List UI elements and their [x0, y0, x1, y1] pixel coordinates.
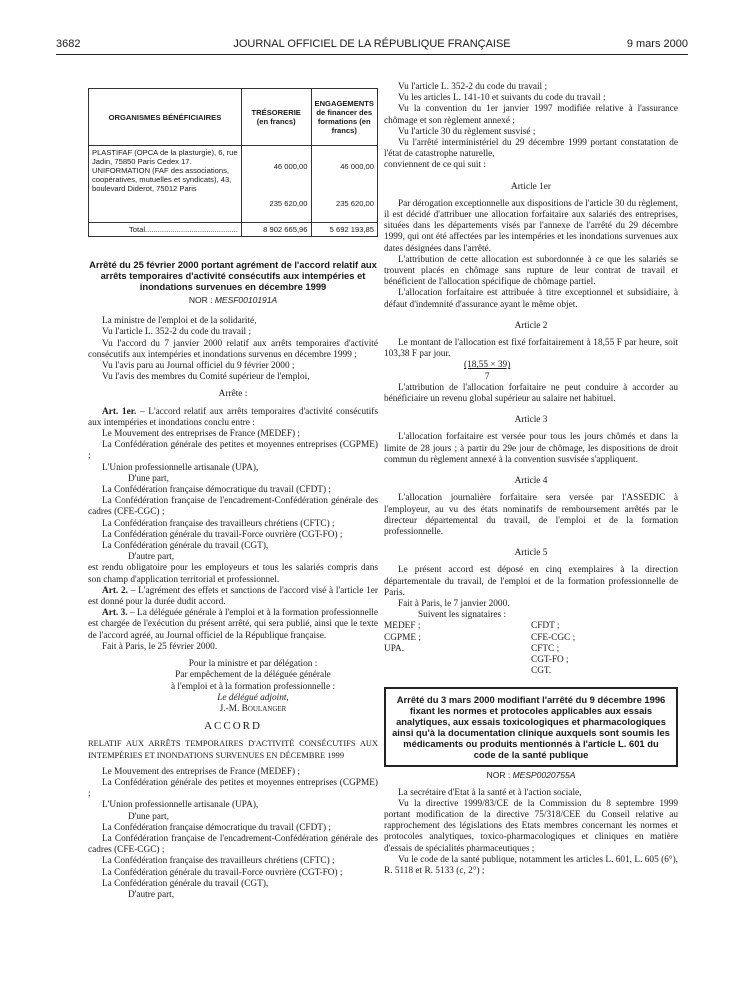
article-heading: Article 1er	[510, 181, 551, 192]
paragraph: Vu les articles L. 141-10 et suivants du code du travail ;	[398, 93, 606, 104]
article-heading: Article 5	[514, 548, 548, 559]
signature-line: Pour la ministre et par délégation :	[188, 659, 318, 670]
article-heading: Article 2	[514, 320, 548, 331]
signatories-row: CGT.	[531, 666, 552, 677]
signatories-row: CGPME ; CFE-CGC ;	[384, 632, 576, 643]
party-marker: D'autre part,	[128, 552, 175, 563]
paragraph: L'attribution de l'allocation forfaitaire ne peut conduire à accorder au bénéficiaire un revenu global supérieur au salaire net habituel.	[384, 382, 678, 405]
paragraph: L'allocation journalière forfaitaire sera versée par l'ASSEDIC à l'employeur, au vu des états nominatifs de remboursement arrêtés par le directeur départemental du travail, de l'emploi et de la formation professionnelle.	[384, 493, 678, 537]
paragraph: La secrétaire d'Etat à la santé et à l'action sociale,	[398, 787, 582, 798]
signatories-row: UPA. CFTC ;	[384, 643, 560, 654]
party-line: La Confédération générale du travail (CGT),	[102, 541, 269, 552]
header-rule	[56, 54, 688, 55]
paragraph: L'attribution de cette allocation est subordonnée à ce que les salariés se trouvent placés en chômage sans rupture de leur contrat de travail et bénéficient de l'allocation spécifique de chômage partiel.	[384, 254, 678, 288]
table-header-row	[89, 89, 378, 146]
uniformation-engagements: 235 620,00	[335, 199, 374, 208]
paragraph: Par dérogation exceptionnelle aux dispositions de l'article 30 du règlement, il est décidé d'attribuer une allocation forfaitaire aux salariés des entreprises, situées dans les départements visés par l'annexe de l'arrêté du 29 décembre 1999, qui ont été affectées par les intempéries et les inondations survenues aux dates désignées dans l'arrêté.	[384, 198, 678, 254]
party-line: La Confédération française des travailleurs chrétiens (CFTC) ;	[102, 518, 335, 529]
col-header-engagements: ENGAGEMENTS de financer des formations (en francs)	[311, 89, 378, 146]
beneficiaries-table	[88, 88, 378, 237]
article-2: Art. 2. – L'agrément des effets et sanctions de l'accord visé à l'article 1er est donné pour la durée dudit accord.	[88, 585, 378, 608]
uniformation-tresorerie: 235 620,00	[269, 199, 308, 208]
party-line: La Confédération française de l'encadrement-Confédération générale des cadres (CFE-CGC) ;	[88, 833, 378, 856]
paragraph: conviennent de ce qui suit :	[384, 160, 486, 171]
plastifaf-engagements: 46 000,00	[340, 162, 374, 171]
paragraph: Vu l'arrêté interministériel du 29 décembre 1999 portant constatation de l'état de catastrophe naturelle,	[384, 138, 678, 160]
paragraph: Vu la convention du 1er janvier 1997 modifiée relative à l'assurance chômage et son règlement annexé ;	[384, 104, 678, 126]
paragraph: Vu le code de la santé publique, notamment les articles L. 601, L. 605 (6°), R. 5118 et R. 5133 (c, 2°) ;	[384, 854, 678, 876]
tresorerie-cell	[241, 146, 311, 223]
journal-title: JOURNAL OFFICIEL DE LA RÉPUBLIQUE FRANÇAISE	[233, 38, 511, 50]
party-line: La Confédération générale des petites et moyennes entreprises (CGPME) ;	[88, 777, 378, 800]
paragraph: L'allocation forfaitaire est versée pour tous les jours chômés et dans la limite de 28 jours ; à partir du 29e jour de chômage, les dispositions de droit commun du règlement annexé à la convention susvisée s'appliquent.	[384, 432, 678, 465]
party-marker: D'autre part,	[128, 889, 175, 900]
paragraph: Le présent accord est déposé en cinq exemplaires à la direction départementale du travail, de l'emploi et de la formation professionnelle de Paris.	[384, 565, 678, 598]
page-number: 3682	[56, 38, 81, 50]
paragraph: L'allocation forfaitaire est attribuée à titre exceptionnel et subsidiaire, à défaut d'indemnité d'assurance ayant le même objet.	[384, 288, 678, 310]
paragraph: Vu l'avis des membres du Comité supérieur de l'emploi,	[102, 372, 310, 383]
page-header	[56, 38, 688, 54]
party-line: La Confédération générale du travail-Force ouvrière (CGT-FO) ;	[102, 867, 343, 878]
party-line: La Confédération française démocratique du travail (CFDT) ;	[102, 822, 331, 833]
article-heading: Article 3	[514, 415, 548, 426]
article-1: Art. 1er. – L'accord relatif aux arrêts temporaires d'activité consécutifs aux intempéries et inondations conclu entre :	[88, 406, 378, 428]
signatories-row: MEDEF ; CFDT ;	[384, 621, 560, 632]
party-line: La Confédération générale des petites et moyennes entreprises (CGPME) ;	[88, 440, 378, 462]
formula	[464, 360, 510, 382]
paragraph: La ministre de l'emploi et de la solidarité,	[102, 316, 257, 327]
left-column	[88, 88, 378, 901]
paragraph: Vu l'avis paru au Journal officiel du 9 février 2000 ;	[102, 361, 295, 372]
engagements-cell	[311, 146, 378, 223]
signature-line: à l'emploi et à la formation professionnelle :	[170, 681, 336, 692]
nor-line: NOR : MESP0020755A	[486, 770, 576, 781]
signatory-name: J.-M. Boulanger	[219, 703, 287, 714]
total-engagements: 5 692 193,85	[311, 223, 378, 237]
party-marker: D'une part,	[128, 473, 169, 484]
decree-box-title: Arrêté du 3 mars 2000 modifiant l'arrêté du 9 décembre 1996 fixant les normes et protocoles applicables aux essais analytiques, aux essais toxicologiques et pharmacologiques ainsi qu'à la documentation clinique auxquels sont soumis les médicaments ou produits mentionnés à l'article L. 601 du code de la santé publique	[384, 687, 678, 767]
paragraph: Vu l'article L. 352-2 du code du travail ;	[102, 327, 252, 338]
signature-line: Par empêchement de la déléguée générale	[175, 670, 331, 681]
paragraph: Vu la directive 1999/83/CE de la Commission du 8 septembre 1999 portant modification de la directive 75/318/CEE du Conseil relative au rapprochement des législations des Etats membres concernant les normes et protocoles analytiques, toxico-pharmacologiques et cliniques en matière d'essais de spécialités pharmaceutiques ;	[384, 798, 678, 854]
paragraph: Vu l'article 30 du règlement susvisé ;	[398, 126, 536, 137]
arrete-label: Arrête :	[218, 389, 248, 400]
signatories-label: Suivent les signataires :	[418, 610, 507, 621]
party-line: La Confédération française des travailleurs chrétiens (CFTC) ;	[102, 856, 335, 867]
decree-title: Arrêté du 25 février 2000 portant agrément de l'accord relatif aux arrêts temporaires d'activité consécutifs aux intempéries et inondations survenues en décembre 1999	[89, 259, 377, 292]
paragraph: Le montant de l'allocation est fixé forfaitairement à 18,55 F par heure, soit 103,38 F par jour.	[384, 338, 678, 360]
org-cell: PLASTIFAF (OPCA de la plasturgie), 6, rue Jadin, 75850 Paris Cedex 17. UNIFORMATION (FAF des associations, coopératives, mutuelles et syndicats), 43, boulevard Diderot, 75012 Paris	[89, 146, 242, 223]
right-column	[384, 82, 678, 877]
formula-numerator: (18,55 × 39)	[464, 360, 511, 371]
article-3: Art. 3. – La déléguée générale à l'emploi et à la formation professionnelle est chargée de l'exécution du présent arrêté, qui sera publié, ainsi que le texte de l'accord agréé, au Journal officiel de la République française.	[88, 608, 379, 641]
party-line: L'Union professionnelle artisanale (UPA),	[102, 462, 259, 473]
article-heading: Article 4	[514, 476, 548, 487]
paragraph: est rendu obligatoire pour les employeurs et tous les salariés compris dans son champ d'application territorial et professionnel.	[88, 563, 378, 585]
accord-title: RELATIF AUX ARRÊTS TEMPORAIRES D'ACTIVITÉ CONSÉCUTIFS AUX INTEMPÉRIES ET INONDATIONS SURVENUES EN DÉCEMBRE 1999	[88, 739, 378, 760]
nor-line: NOR : MESF0010191A	[188, 295, 278, 305]
party-line: Le Mouvement des entreprises de France (MEDEF) ;	[102, 766, 301, 777]
table-row	[89, 146, 378, 223]
party-line: La Confédération générale du travail-Force ouvrière (CGT-FO) ;	[102, 529, 343, 540]
party-line: La Confédération française démocratique du travail (CFDT) ;	[102, 485, 331, 496]
plastifaf-tresorerie: 46 000,00	[273, 162, 308, 171]
signatories-row: CGT-FO ;	[531, 654, 569, 665]
paragraph: Vu l'accord du 7 janvier 2000 relatif aux arrêts temporaires d'activité consécutifs aux intempéries et inondations survenus en décembre 1999 ;	[88, 338, 378, 360]
paragraph: Vu l'article L. 352-2 du code du travail ;	[398, 82, 548, 92]
total-label: Total............................................	[89, 223, 242, 237]
party-marker: D'une part,	[128, 811, 169, 822]
party-line: La Confédération française de l'encadrement-Confédération générale des cadres (CFE-CGC) ;	[88, 496, 378, 518]
done-at-line: Fait à Paris, le 7 janvier 2000.	[398, 598, 510, 609]
party-line: L'Union professionnelle artisanale (UPA),	[102, 800, 259, 811]
issue-date: 9 mars 2000	[626, 38, 688, 50]
done-at-line: Fait à Paris, le 25 février 2000.	[102, 641, 218, 652]
col-header-tresorerie: TRÉSORERIE (en francs)	[241, 89, 311, 146]
col-header-organismes: ORGANISMES BÉNÉFICIAIRES	[89, 89, 242, 146]
formula-denominator: 7	[484, 371, 490, 382]
total-tresorerie: 8 902 665,96	[241, 223, 311, 237]
signature-line: Le délégué adjoint,	[217, 692, 289, 703]
accord-heading: ACCORD	[204, 720, 262, 733]
party-line: La Confédération générale du travail (CGT),	[102, 878, 269, 889]
table-total-row	[89, 223, 378, 237]
party-line: Le Mouvement des entreprises de France (MEDEF) ;	[102, 429, 301, 440]
